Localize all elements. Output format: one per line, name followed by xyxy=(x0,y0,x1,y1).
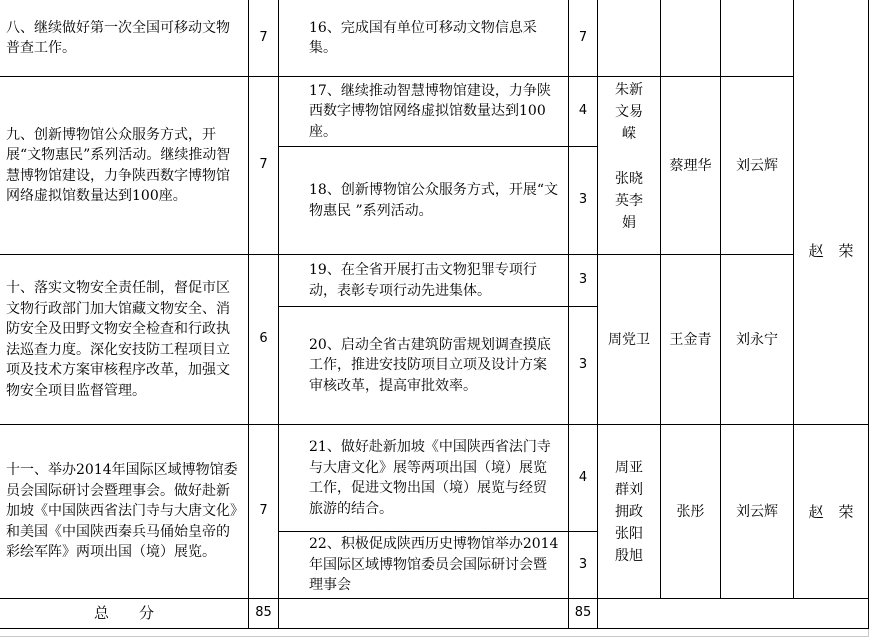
task-text-19: 19、在全省开展打击文物犯罪专项行动，表彰专项行动先进集体。 xyxy=(309,262,537,299)
division-lead-9: 蔡理华 xyxy=(669,157,712,174)
task-text-20: 20、启动全省古建筑防雷规划调查摸底工作，推进安技防项目立项及设计方案审核改革，提高审批效率。 xyxy=(309,336,551,394)
task-score-20: 3 xyxy=(578,357,588,373)
persons-row-11: 周亚群刘拥政张阳殷旭 xyxy=(615,459,643,564)
task-text-21: 21、做好赴新加坡《中国陕西省法门寺与大唐文化》展等两项出国（境）展览工作，促进文物出国（境）展览与经贸旅游的结合。 xyxy=(309,439,551,517)
chief-row-11: 赵 荣 xyxy=(808,502,854,521)
bureau-lead-10: 刘永宁 xyxy=(736,331,778,348)
task-text-17: 17、继续推动智慧博物馆建设，力争陕西数字博物馆网络虚拟馆数量达到100座。 xyxy=(309,82,551,140)
task-text-18: 18、创新博物馆公众服务方式，开展“文物惠民 ”系列活动。 xyxy=(309,182,558,219)
total-goal-score: 85 xyxy=(255,605,272,621)
task-score-21: 4 xyxy=(578,469,588,485)
chief-merged: 赵 荣 xyxy=(808,241,854,260)
goal-score-10: 6 xyxy=(259,331,268,347)
task-score-19: 3 xyxy=(578,272,588,288)
goal-score-11: 7 xyxy=(259,503,268,519)
goal-text-10: 十、落实文物安全责任制，督促市区文物行政部门加大馆藏文物安全、消防安全及田野文物安全检查和行政执法巡查力度。深化安技防工程项目立项及技术方案审核程序改革，加强文物安全项目监督管理。 xyxy=(6,280,230,399)
goal-text-8: 八、继续做好第一次全国可移动文物普查工作。 xyxy=(6,19,230,56)
bureau-lead-9: 刘云辉 xyxy=(736,157,778,174)
persons-task-18: 张晓英李娟 xyxy=(615,170,643,231)
bureau-lead-11: 刘云辉 xyxy=(736,503,778,520)
task-text-22: 22、积极促成陕西历史博物馆举办2014年国际区域博物馆委员会国际研讨会暨理事会 xyxy=(309,536,559,594)
goal-score-8: 7 xyxy=(259,29,268,45)
goal-text-11: 十一、举办2014年国际区域博物馆委员会国际研讨会暨理事会。做好赴新加坡《中国陕西省法门寺与大唐文化》和美国《中国陕西秦兵马俑始皇帝的彩绘军阵》两项出国（境）展览。 xyxy=(6,462,238,561)
goal-text-9: 九、创新博物馆公众服务方式，开展“文物惠民”系列活动。继续推动智慧博物馆建设，力争陕西数字博物馆网络虚拟馆数量达到100座。 xyxy=(6,126,231,204)
goal-score-9: 7 xyxy=(259,157,268,173)
task-score-18: 3 xyxy=(578,192,588,208)
total-label: 总 分 xyxy=(93,604,154,623)
persons-task-17: 朱新文易嵘 xyxy=(615,81,643,142)
division-lead-11: 张彤 xyxy=(676,503,705,520)
persons-row-10: 周党卫 xyxy=(608,331,650,348)
task-score-16: 7 xyxy=(578,29,588,45)
task-text-16: 16、完成国有单位可移动文物信息采集。 xyxy=(309,19,537,56)
division-lead-10: 王金青 xyxy=(669,331,712,348)
task-score-17: 4 xyxy=(578,103,588,119)
total-task-score: 85 xyxy=(574,605,592,621)
task-score-22: 3 xyxy=(578,556,588,572)
